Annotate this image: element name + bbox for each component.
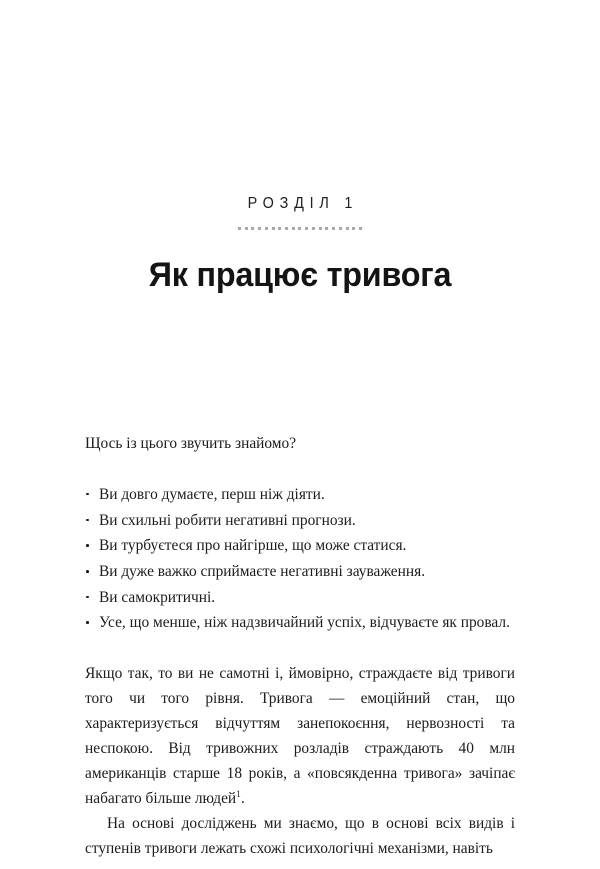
chapter-title: Як працює тривога: [148, 255, 452, 294]
chapter-header: [0, 196, 600, 294]
list-item: [85, 508, 515, 534]
list-item: [85, 533, 515, 559]
bullet-icon: [86, 621, 89, 624]
divider-dot: [251, 227, 254, 230]
divider-dot: [245, 227, 248, 230]
list-item: [85, 585, 515, 611]
divider-dot: [346, 227, 349, 230]
symptom-list: [85, 482, 515, 636]
footnote-reference[interactable]: 1: [236, 789, 241, 800]
list-item-label: Ви самокритичні.: [99, 588, 216, 606]
divider-dot: [292, 227, 295, 230]
divider-dot: [285, 227, 288, 230]
divider-dot: [339, 227, 342, 230]
divider-dot: [238, 227, 241, 230]
list-item: [85, 610, 515, 636]
divider-dot: [332, 227, 335, 230]
body-text-column: [85, 432, 515, 862]
list-item-label: Ви схильні робити негативні прогнози.: [99, 511, 356, 529]
divider-dot: [305, 227, 308, 230]
bullet-icon: [86, 596, 89, 599]
chapter-number-label: РОЗДІЛ 1: [247, 195, 359, 212]
divider-dot: [325, 227, 328, 230]
list-item-label: Ви довго думаєте, перш ніж діяти.: [99, 485, 325, 503]
divider-dot: [298, 227, 301, 230]
list-item-label: Усе, що менше, ніж надзвичайний успіх, відчуваєте як провал.: [99, 614, 510, 632]
list-item: [85, 559, 515, 585]
divider-dot: [312, 227, 315, 230]
bullet-icon: [86, 493, 89, 496]
bullet-icon: [86, 570, 89, 573]
divider-dot: [258, 227, 261, 230]
divider-dot: [352, 227, 355, 230]
divider-dot: [319, 227, 322, 230]
bullet-icon: [86, 544, 89, 547]
divider-dot: [265, 227, 268, 230]
divider-dot: [278, 227, 281, 230]
bullet-icon: [86, 519, 89, 522]
paragraph-intro-tail: .: [240, 789, 245, 807]
dotted-divider: [238, 227, 362, 230]
list-item-label: Ви дуже важко сприймаєте негативні зауваження.: [99, 563, 426, 581]
list-item-label: Ви турбуєтеся про найгірше, що може статися.: [99, 537, 407, 555]
paragraph-intro-text: Якщо так, то ви не самотні і, ймовірно, страждаєте від тривоги того чи того рівня. Тривога — емоційний стан, що характеризується відчуттям занепокоєння, нервозності та неспокою. Від тривожних розладів страждають 40 млн американців старше 18 років, а «повсякденна тривога» зачіпає набагато більше людей: [85, 665, 515, 807]
paragraph-intro: [85, 662, 515, 812]
lead-question: Щось із цього звучить знайомо?: [85, 435, 297, 452]
divider-dot: [272, 227, 275, 230]
list-item: [85, 482, 515, 508]
divider-dot: [359, 227, 362, 230]
paragraph-mechanisms: На основі досліджень ми знаємо, що в основі всіх видів і ступенів тривоги лежать схожі психологічні механізми, навіть: [85, 814, 515, 857]
